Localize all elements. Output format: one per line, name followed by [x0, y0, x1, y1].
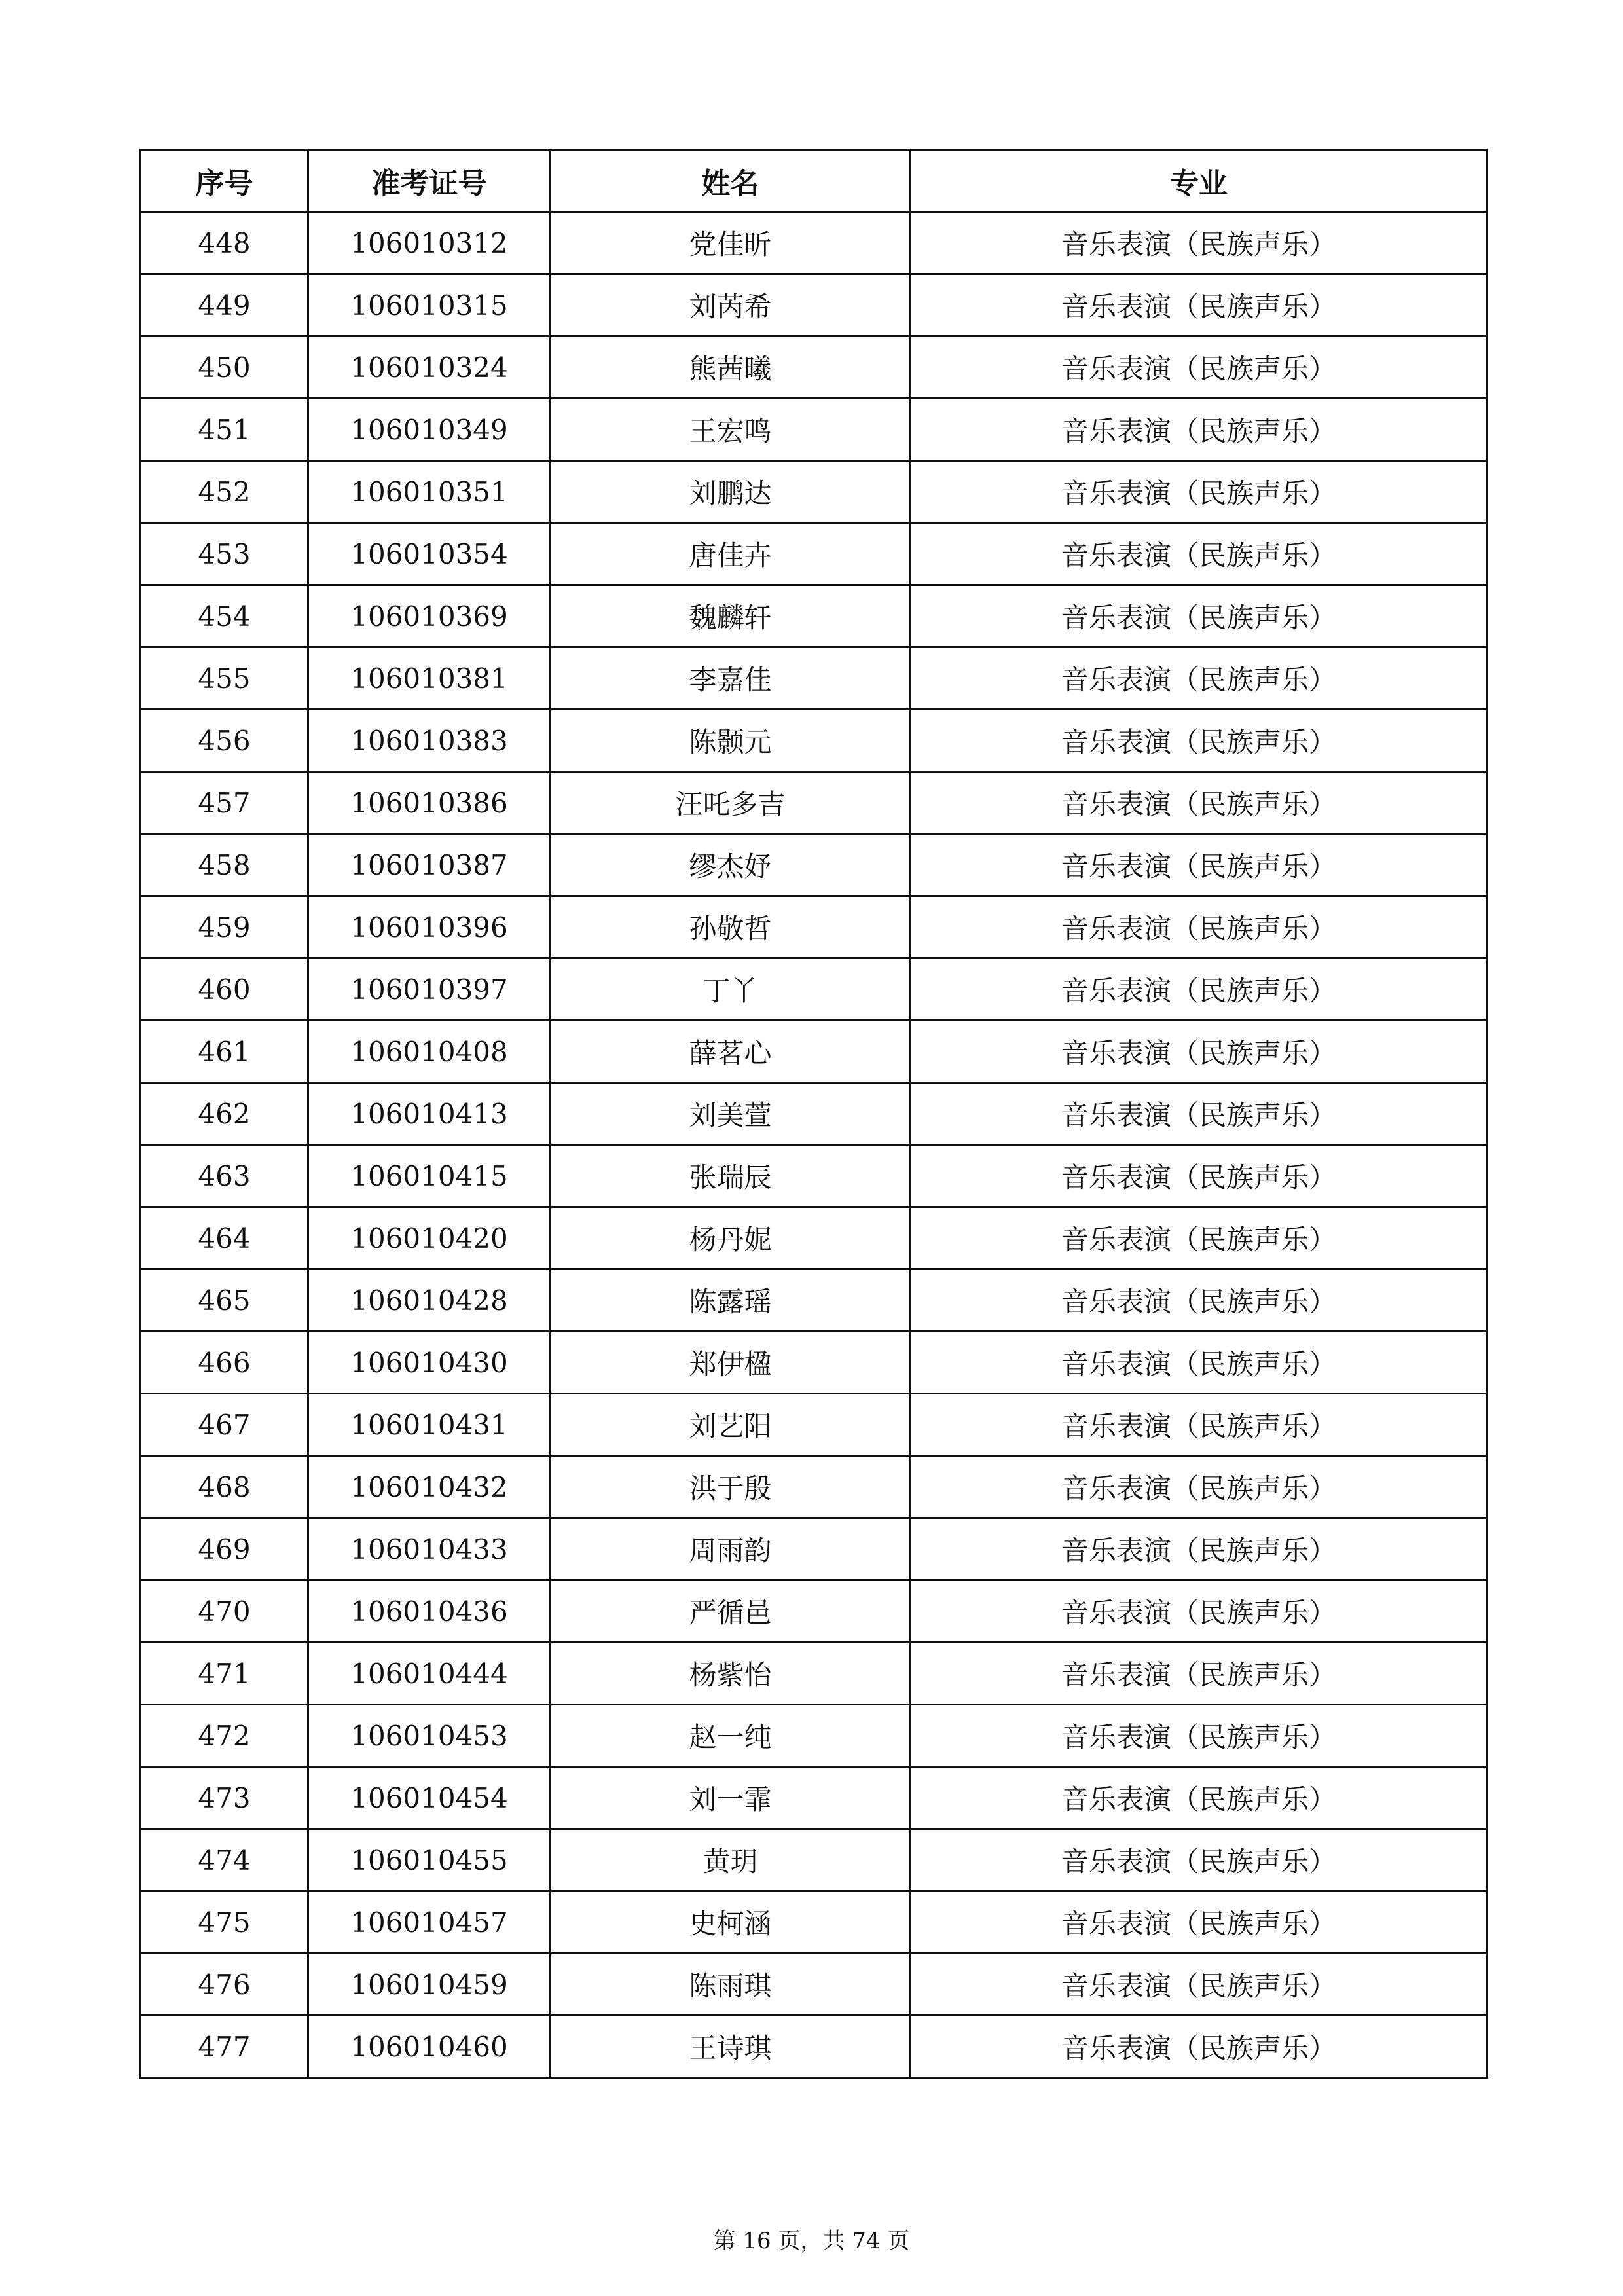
cell-major: 音乐表演（民族声乐） [911, 1332, 1487, 1394]
cell-exam-id: 106010383 [308, 710, 551, 772]
cell-serial-number: 454 [141, 585, 308, 647]
cell-exam-id: 106010386 [308, 772, 551, 834]
cell-major: 音乐表演（民族声乐） [911, 585, 1487, 647]
cell-exam-id: 106010349 [308, 399, 551, 461]
cell-exam-id: 106010415 [308, 1145, 551, 1207]
cell-exam-id: 106010455 [308, 1829, 551, 1891]
table-row [141, 1332, 1487, 1394]
cell-exam-id: 106010433 [308, 1518, 551, 1580]
cell-exam-id: 106010354 [308, 523, 551, 585]
table-row [141, 1394, 1487, 1456]
cell-exam-id: 106010454 [308, 1767, 551, 1829]
cell-exam-id: 106010436 [308, 1580, 551, 1643]
cell-serial-number: 449 [141, 274, 308, 337]
table-row [141, 1518, 1487, 1580]
cell-serial-number: 467 [141, 1394, 308, 1456]
cell-name: 刘鹏达 [551, 461, 911, 523]
cell-serial-number: 475 [141, 1891, 308, 1954]
table-row [141, 1767, 1487, 1829]
cell-name: 熊茜曦 [551, 337, 911, 399]
cell-major: 音乐表演（民族声乐） [911, 1456, 1487, 1518]
table-row [141, 896, 1487, 958]
cell-major: 音乐表演（民族声乐） [911, 1580, 1487, 1643]
cell-major: 音乐表演（民族声乐） [911, 1829, 1487, 1891]
cell-serial-number: 472 [141, 1705, 308, 1767]
cell-name: 刘艺阳 [551, 1394, 911, 1456]
cell-serial-number: 453 [141, 523, 308, 585]
cell-exam-id: 106010381 [308, 647, 551, 710]
cell-exam-id: 106010432 [308, 1456, 551, 1518]
table-row [141, 710, 1487, 772]
table-row [141, 1456, 1487, 1518]
header-name: 姓名 [551, 150, 911, 212]
cell-name: 严循邑 [551, 1580, 911, 1643]
roster-table [139, 149, 1488, 2079]
cell-serial-number: 473 [141, 1767, 308, 1829]
cell-name: 缪杰妤 [551, 834, 911, 896]
cell-name: 刘芮希 [551, 274, 911, 337]
table-row [141, 337, 1487, 399]
cell-major: 音乐表演（民族声乐） [911, 1021, 1487, 1083]
cell-exam-id: 106010459 [308, 1954, 551, 2016]
cell-serial-number: 463 [141, 1145, 308, 1207]
cell-major: 音乐表演（民族声乐） [911, 1207, 1487, 1269]
cell-major: 音乐表演（民族声乐） [911, 1705, 1487, 1767]
cell-name: 黄玥 [551, 1829, 911, 1891]
cell-name: 杨丹妮 [551, 1207, 911, 1269]
cell-name: 王宏鸣 [551, 399, 911, 461]
cell-serial-number: 452 [141, 461, 308, 523]
cell-name: 王诗琪 [551, 2016, 911, 2078]
table-row [141, 1269, 1487, 1332]
cell-major: 音乐表演（民族声乐） [911, 1394, 1487, 1456]
cell-name: 陈雨琪 [551, 1954, 911, 2016]
table-row [141, 274, 1487, 337]
cell-exam-id: 106010324 [308, 337, 551, 399]
cell-major: 音乐表演（民族声乐） [911, 772, 1487, 834]
cell-serial-number: 465 [141, 1269, 308, 1332]
cell-major: 音乐表演（民族声乐） [911, 710, 1487, 772]
cell-serial-number: 460 [141, 958, 308, 1021]
cell-name: 刘美萱 [551, 1083, 911, 1145]
cell-exam-id: 106010369 [308, 585, 551, 647]
cell-serial-number: 469 [141, 1518, 308, 1580]
cell-name: 党佳昕 [551, 212, 911, 274]
cell-major: 音乐表演（民族声乐） [911, 1145, 1487, 1207]
table-row [141, 399, 1487, 461]
table-row [141, 2016, 1487, 2078]
table-row [141, 523, 1487, 585]
cell-major: 音乐表演（民族声乐） [911, 1954, 1487, 2016]
cell-name: 魏麟轩 [551, 585, 911, 647]
cell-major: 音乐表演（民族声乐） [911, 337, 1487, 399]
table-row [141, 1891, 1487, 1954]
table-row [141, 647, 1487, 710]
table-row [141, 958, 1487, 1021]
table-row [141, 212, 1487, 274]
cell-exam-id: 106010396 [308, 896, 551, 958]
cell-major: 音乐表演（民族声乐） [911, 523, 1487, 585]
cell-major: 音乐表演（民族声乐） [911, 1643, 1487, 1705]
cell-exam-id: 106010460 [308, 2016, 551, 2078]
table-row [141, 1580, 1487, 1643]
table-row [141, 834, 1487, 896]
table-row [141, 1643, 1487, 1705]
cell-name: 汪吒多吉 [551, 772, 911, 834]
cell-name: 张瑞辰 [551, 1145, 911, 1207]
cell-exam-id: 106010420 [308, 1207, 551, 1269]
cell-major: 音乐表演（民族声乐） [911, 1891, 1487, 1954]
cell-serial-number: 461 [141, 1021, 308, 1083]
cell-exam-id: 106010413 [308, 1083, 551, 1145]
cell-name: 刘一霏 [551, 1767, 911, 1829]
cell-serial-number: 448 [141, 212, 308, 274]
cell-exam-id: 106010431 [308, 1394, 551, 1456]
cell-serial-number: 456 [141, 710, 308, 772]
cell-exam-id: 106010312 [308, 212, 551, 274]
cell-serial-number: 471 [141, 1643, 308, 1705]
cell-exam-id: 106010408 [308, 1021, 551, 1083]
cell-exam-id: 106010444 [308, 1643, 551, 1705]
cell-name: 薛茗心 [551, 1021, 911, 1083]
cell-major: 音乐表演（民族声乐） [911, 958, 1487, 1021]
table-row [141, 1954, 1487, 2016]
cell-serial-number: 470 [141, 1580, 308, 1643]
cell-name: 史柯涵 [551, 1891, 911, 1954]
cell-exam-id: 106010387 [308, 834, 551, 896]
table-row [141, 1207, 1487, 1269]
cell-name: 杨紫怡 [551, 1643, 911, 1705]
cell-major: 音乐表演（民族声乐） [911, 1767, 1487, 1829]
cell-major: 音乐表演（民族声乐） [911, 1518, 1487, 1580]
cell-exam-id: 106010351 [308, 461, 551, 523]
cell-serial-number: 458 [141, 834, 308, 896]
cell-name: 陈露瑶 [551, 1269, 911, 1332]
table-row [141, 1829, 1487, 1891]
table-row [141, 1705, 1487, 1767]
cell-serial-number: 455 [141, 647, 308, 710]
cell-exam-id: 106010457 [308, 1891, 551, 1954]
cell-serial-number: 462 [141, 1083, 308, 1145]
cell-major: 音乐表演（民族声乐） [911, 399, 1487, 461]
cell-serial-number: 459 [141, 896, 308, 958]
cell-major: 音乐表演（民族声乐） [911, 896, 1487, 958]
table-header-row [141, 150, 1487, 212]
roster-body [141, 212, 1487, 2078]
cell-major: 音乐表演（民族声乐） [911, 274, 1487, 337]
table-row [141, 1083, 1487, 1145]
header-exam-id: 准考证号 [308, 150, 551, 212]
cell-major: 音乐表演（民族声乐） [911, 834, 1487, 896]
cell-serial-number: 474 [141, 1829, 308, 1891]
cell-name: 周雨韵 [551, 1518, 911, 1580]
table-row [141, 1021, 1487, 1083]
cell-serial-number: 466 [141, 1332, 308, 1394]
cell-major: 音乐表演（民族声乐） [911, 1269, 1487, 1332]
cell-name: 洪于殷 [551, 1456, 911, 1518]
cell-exam-id: 106010453 [308, 1705, 551, 1767]
cell-exam-id: 106010397 [308, 958, 551, 1021]
cell-exam-id: 106010315 [308, 274, 551, 337]
cell-serial-number: 450 [141, 337, 308, 399]
cell-serial-number: 476 [141, 1954, 308, 2016]
table-row [141, 772, 1487, 834]
cell-major: 音乐表演（民族声乐） [911, 1083, 1487, 1145]
cell-name: 李嘉佳 [551, 647, 911, 710]
cell-serial-number: 457 [141, 772, 308, 834]
cell-serial-number: 464 [141, 1207, 308, 1269]
cell-major: 音乐表演（民族声乐） [911, 212, 1487, 274]
cell-serial-number: 477 [141, 2016, 308, 2078]
cell-serial-number: 468 [141, 1456, 308, 1518]
cell-major: 音乐表演（民族声乐） [911, 2016, 1487, 2078]
cell-major: 音乐表演（民族声乐） [911, 647, 1487, 710]
cell-exam-id: 106010430 [308, 1332, 551, 1394]
page-footer: 第 16 页，共 74 页 [713, 2228, 910, 2254]
cell-name: 赵一纯 [551, 1705, 911, 1767]
cell-name: 丁丫 [551, 958, 911, 1021]
cell-exam-id: 106010428 [308, 1269, 551, 1332]
cell-name: 陈颢元 [551, 710, 911, 772]
cell-serial-number: 451 [141, 399, 308, 461]
header-major: 专业 [911, 150, 1487, 212]
table-row [141, 461, 1487, 523]
cell-major: 音乐表演（民族声乐） [911, 461, 1487, 523]
header-serial-number: 序号 [141, 150, 308, 212]
cell-name: 郑伊楹 [551, 1332, 911, 1394]
table-row [141, 1145, 1487, 1207]
cell-name: 唐佳卉 [551, 523, 911, 585]
table-row [141, 585, 1487, 647]
cell-name: 孙敬哲 [551, 896, 911, 958]
